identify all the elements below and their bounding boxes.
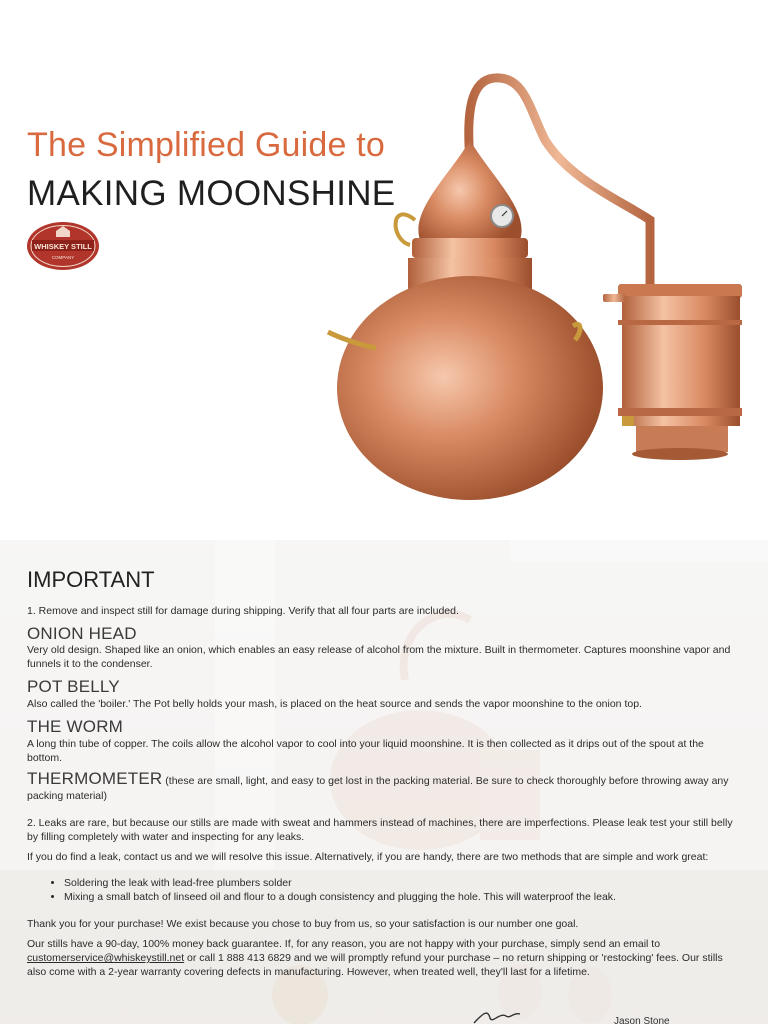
signature [470,1008,550,1024]
whiskey-still-company-logo [26,220,100,272]
guarantee-text-start: Our stills have a 90-day, 100% money back guarantee. If, for any reason, you are not happy with your purchase, simply send an email to [27,938,661,950]
thanks-text: Thank you for your purchase! We exist because you chose to buy from us, so your satisfaction is our number one goal. [27,918,579,930]
leak-intro-text: If you do find a leak, contact us and we will resolve this issue. Alternatively, if you are handy, there are two methods that are simple and work great: [27,851,709,863]
copper-still-illustration [320,70,750,520]
important-heading: IMPORTANT [27,567,155,592]
signer-name: Jason Stone [614,1016,670,1027]
customer-service-email-link[interactable]: customerservice@whiskeystill.net [27,952,185,964]
part-heading-onion-head: ONION HEAD [27,624,137,643]
leak-methods-list [50,876,754,904]
guarantee-text-end: or call 1 888 413 6829 and we will promptly refund your purchase – no return shipping or 'restocking' fees. Our stills also come with a 2-year warranty covering defects in manufacturing. However, when treated well, they'll last for a lifetime. [27,952,723,978]
part-text-onion-head: Very old design. Shaped like an onion, which enables an easy release of alcohol from the mixture. Built in thermometer. Captures moonshine vapor and funnels it to the condenser. [27,644,731,670]
part-heading-pot-belly: POT BELLY [27,677,120,696]
step-1-text: 1. Remove and inspect still for damage during shipping. Verify that all four parts are included. [27,605,459,617]
step-2-text: 2. Leaks are rare, but because our stills are made with sweat and hammers instead of machines, there are imperfections. Please leak test your still belly by filling completely with water and inspecting for any leaks. [27,817,733,843]
part-text-pot-belly: Also called the 'boiler.' The Pot belly holds your mash, is placed on the heat source and sends the vapor moonshine to the onion top. [27,698,642,710]
guarantee-text [27,937,739,979]
part-heading-thermometer: THERMOMETER [27,769,163,788]
list-item: • Mixing a small batch of linseed oil and flour to a dough consistency and plugging the hole. This will waterproof the leak. [64,890,754,904]
svg-text:WHISKEY STILL: WHISKEY STILL [34,242,92,251]
svg-text:COMPANY: COMPANY [51,255,75,260]
part-text-the-worm: A long thin tube of copper. The coils allow the alcohol vapor to cool into your liquid moonshine. It is then collected as it drips out of the spout at the bottom. [27,738,704,764]
list-item: • Soldering the leak with lead-free plumbers solder [64,876,754,890]
part-heading-the-worm: THE WORM [27,717,124,736]
thermometer-block [27,771,739,804]
guide-subtitle: The Simplified Guide to [27,126,385,164]
guide-title: MAKING MOONSHINE [27,174,396,213]
thermometer-note: (these are small, light, and easy to get lost in the packing material. Be sure to check thoroughly before throwing away any packing material) [27,775,729,802]
